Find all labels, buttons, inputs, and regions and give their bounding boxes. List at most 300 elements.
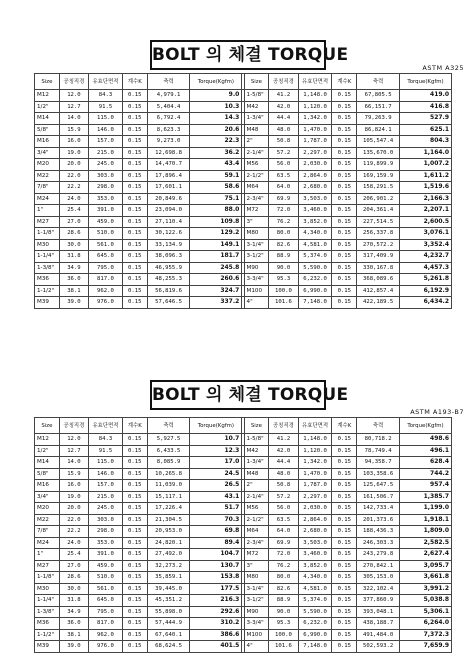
diameter-cell: 101.6: [269, 641, 298, 653]
coefficient-cell: 0.15: [122, 491, 147, 503]
table-row: [35, 170, 452, 182]
torque-cell: 20.6: [190, 124, 242, 136]
torque-cell: 2,207.1: [400, 205, 452, 217]
axial-force-cell: 142,733.4: [357, 503, 400, 515]
size-cell: 1-5/8": [244, 90, 269, 102]
area-cell: 1,120.0: [298, 101, 332, 113]
size-cell: 1-1/4": [35, 251, 60, 263]
size-cell: M48: [244, 124, 269, 136]
area-cell: 2,297.0: [298, 491, 332, 503]
coefficient-cell: 0.15: [332, 641, 357, 653]
area-cell: 6,232.0: [298, 618, 332, 630]
diameter-cell: 22.2: [59, 526, 88, 538]
diameter-cell: 90.0: [269, 262, 298, 274]
diameter-cell: 34.9: [59, 606, 88, 618]
size-cell: M36: [35, 618, 60, 630]
diameter-cell: 48.0: [269, 468, 298, 480]
size-cell: 2-3/4": [244, 193, 269, 205]
coefficient-cell: 0.15: [332, 90, 357, 102]
area-cell: 115.0: [89, 457, 123, 469]
size-cell: 3-1/2": [244, 595, 269, 607]
size-cell: M80: [244, 572, 269, 584]
table-row: [35, 216, 452, 228]
torque-cell: 1,611.2: [400, 170, 452, 182]
area-cell: 561.0: [89, 239, 123, 251]
coefficient-cell: 0.15: [122, 136, 147, 148]
diameter-cell: 100.0: [269, 629, 298, 641]
diameter-cell: 48.0: [269, 124, 298, 136]
axial-force-cell: 56,819.6: [147, 285, 190, 297]
axial-force-cell: 17,896.4: [147, 170, 190, 182]
torque-cell: 109.8: [190, 216, 242, 228]
table-row: [35, 629, 452, 641]
torque-cell: 3,352.4: [400, 239, 452, 251]
torque-cell: 3,991.2: [400, 583, 452, 595]
diameter-cell: 24.0: [59, 193, 88, 205]
size-cell: 3-1/4": [244, 583, 269, 595]
coefficient-cell: 0.15: [122, 228, 147, 240]
diameter-cell: 63.5: [269, 170, 298, 182]
area-cell: 976.0: [89, 297, 123, 309]
coefficient-cell: 0.15: [122, 274, 147, 286]
table-row: [35, 537, 452, 549]
diameter-cell: 38.1: [59, 629, 88, 641]
torque-cell: 1,164.0: [400, 147, 452, 159]
torque-cell: 3,095.7: [400, 560, 452, 572]
size-cell: 2-3/4": [244, 537, 269, 549]
diameter-cell: 30.0: [59, 583, 88, 595]
size-cell: M80: [244, 228, 269, 240]
diameter-cell: 19.0: [59, 147, 88, 159]
size-cell: 1-3/4": [244, 113, 269, 125]
table-row: [35, 503, 452, 515]
axial-force-cell: 17,226.4: [147, 503, 190, 515]
area-cell: 5,374.0: [298, 595, 332, 607]
size-cell: 3-3/4": [244, 618, 269, 630]
diameter-cell: 44.4: [269, 457, 298, 469]
size-cell: M39: [35, 297, 60, 309]
area-cell: 7,148.0: [298, 641, 332, 653]
column-header: 유효단면적: [89, 74, 123, 90]
column-header: 유효단면적: [298, 74, 332, 90]
coefficient-cell: 0.15: [122, 170, 147, 182]
table-row: [35, 285, 452, 297]
size-cell: M14: [35, 457, 60, 469]
area-cell: 146.0: [89, 124, 123, 136]
area-cell: 157.0: [89, 136, 123, 148]
area-cell: 510.0: [89, 572, 123, 584]
size-cell: 1-1/2": [35, 285, 60, 297]
size-cell: 3/4": [35, 147, 60, 159]
coefficient-cell: 0.15: [332, 193, 357, 205]
area-cell: 1,470.0: [298, 124, 332, 136]
area-cell: 645.0: [89, 595, 123, 607]
diameter-cell: 14.0: [59, 113, 88, 125]
coefficient-cell: 0.15: [332, 595, 357, 607]
axial-force-cell: 270,572.2: [357, 239, 400, 251]
area-cell: 459.0: [89, 216, 123, 228]
area-cell: 1,470.0: [298, 468, 332, 480]
table-row: [35, 583, 452, 595]
torque-table: [34, 73, 452, 309]
coefficient-cell: 0.15: [122, 297, 147, 309]
coefficient-cell: 0.15: [332, 182, 357, 194]
column-header: Torque(Kgfm): [190, 74, 242, 90]
torque-cell: 36.2: [190, 147, 242, 159]
torque-cell: 1,385.7: [400, 491, 452, 503]
axial-force-cell: 502,593.2: [357, 641, 400, 653]
table-row: [35, 262, 452, 274]
diameter-cell: 69.9: [269, 193, 298, 205]
size-cell: 1-3/8": [35, 262, 60, 274]
column-header: 축력: [357, 418, 400, 434]
coefficient-cell: 0.15: [122, 549, 147, 561]
torque-cell: 6,192.9: [400, 285, 452, 297]
column-header: 공칭직경: [59, 418, 88, 434]
table-row: [35, 193, 452, 205]
diameter-cell: 34.9: [59, 262, 88, 274]
torque-cell: 26.5: [190, 480, 242, 492]
table-row: [35, 239, 452, 251]
size-cell: 1-5/8": [244, 434, 269, 446]
size-cell: 1": [35, 549, 60, 561]
table-row: [35, 124, 452, 136]
table-row: [35, 101, 452, 113]
coefficient-cell: 0.15: [122, 239, 147, 251]
size-cell: M72: [244, 549, 269, 561]
coefficient-cell: 0.15: [332, 468, 357, 480]
axial-force-cell: 11,039.0: [147, 480, 190, 492]
axial-force-cell: 46,955.9: [147, 262, 190, 274]
area-cell: 7,148.0: [298, 297, 332, 309]
area-cell: 1,120.0: [298, 445, 332, 457]
torque-cell: 416.8: [400, 101, 452, 113]
area-cell: 215.0: [89, 491, 123, 503]
torque-cell: 9.0: [190, 90, 242, 102]
coefficient-cell: 0.15: [122, 537, 147, 549]
coefficient-cell: 0.15: [332, 583, 357, 595]
axial-force-cell: 79,263.9: [357, 113, 400, 125]
diameter-cell: 22.0: [59, 514, 88, 526]
diameter-cell: 12.7: [59, 445, 88, 457]
diameter-cell: 57.2: [269, 147, 298, 159]
size-cell: M12: [35, 90, 60, 102]
torque-cell: 70.3: [190, 514, 242, 526]
area-cell: 91.5: [89, 445, 123, 457]
area-cell: 4,340.0: [298, 572, 332, 584]
torque-cell: 957.4: [400, 480, 452, 492]
torque-cell: 4,457.3: [400, 262, 452, 274]
header-row: [35, 74, 452, 90]
diameter-cell: 82.6: [269, 239, 298, 251]
torque-cell: 89.4: [190, 537, 242, 549]
table-row: [35, 480, 452, 492]
column-header: Size: [35, 418, 60, 434]
size-cell: M100: [244, 285, 269, 297]
coefficient-cell: 0.15: [332, 124, 357, 136]
area-cell: 91.5: [89, 101, 123, 113]
axial-force-cell: 161,506.7: [357, 491, 400, 503]
size-cell: M48: [244, 468, 269, 480]
coefficient-cell: 0.15: [122, 583, 147, 595]
area-cell: 2,864.0: [298, 170, 332, 182]
torque-cell: 2,166.3: [400, 193, 452, 205]
diameter-cell: 20.0: [59, 503, 88, 515]
coefficient-cell: 0.15: [332, 159, 357, 171]
axial-force-cell: 188,436.3: [357, 526, 400, 538]
diameter-cell: 50.8: [269, 480, 298, 492]
column-header: 공칭직경: [59, 74, 88, 90]
torque-cell: 59.1: [190, 170, 242, 182]
torque-cell: 216.3: [190, 595, 242, 607]
axial-force-cell: 14,470.7: [147, 159, 190, 171]
coefficient-cell: 0.15: [332, 285, 357, 297]
torque-cell: 804.3: [400, 136, 452, 148]
diameter-cell: 88.9: [269, 251, 298, 263]
area-cell: 6,990.0: [298, 629, 332, 641]
torque-cell: 7,372.3: [400, 629, 452, 641]
coefficient-cell: 0.15: [332, 228, 357, 240]
table-row: [35, 572, 452, 584]
diameter-cell: 15.9: [59, 124, 88, 136]
axial-force-cell: 393,048.1: [357, 606, 400, 618]
table-row: [35, 434, 452, 446]
torque-cell: 5,261.8: [400, 274, 452, 286]
table-row: [35, 549, 452, 561]
axial-force-cell: 32,273.2: [147, 560, 190, 572]
axial-force-cell: 330,167.8: [357, 262, 400, 274]
area-cell: 795.0: [89, 262, 123, 274]
torque-cell: 245.8: [190, 262, 242, 274]
axial-force-cell: 20,849.6: [147, 193, 190, 205]
axial-force-cell: 48,255.3: [147, 274, 190, 286]
torque-cell: 17.0: [190, 457, 242, 469]
size-cell: 1-3/8": [35, 606, 60, 618]
diameter-cell: 30.0: [59, 239, 88, 251]
torque-cell: 75.1: [190, 193, 242, 205]
coefficient-cell: 0.15: [122, 251, 147, 263]
axial-force-cell: 169,159.9: [357, 170, 400, 182]
torque-cell: 10.7: [190, 434, 242, 446]
torque-cell: 310.2: [190, 618, 242, 630]
coefficient-cell: 0.15: [332, 549, 357, 561]
axial-force-cell: 6,792.4: [147, 113, 190, 125]
torque-cell: 292.6: [190, 606, 242, 618]
diameter-cell: 101.6: [269, 297, 298, 309]
size-cell: M16: [35, 480, 60, 492]
column-header: 유효단면적: [298, 418, 332, 434]
table-row: [35, 159, 452, 171]
size-cell: M64: [244, 182, 269, 194]
torque-cell: 5,306.1: [400, 606, 452, 618]
diameter-cell: 22.0: [59, 170, 88, 182]
torque-table: [34, 417, 452, 653]
coefficient-cell: 0.15: [332, 629, 357, 641]
torque-cell: 2,627.4: [400, 549, 452, 561]
size-cell: M30: [35, 239, 60, 251]
axial-force-cell: 86,824.1: [357, 124, 400, 136]
area-cell: 303.0: [89, 514, 123, 526]
torque-cell: 401.5: [190, 641, 242, 653]
diameter-cell: 15.9: [59, 468, 88, 480]
standard-label: ASTM A193-B7: [410, 408, 464, 416]
table-row: [35, 514, 452, 526]
column-header: 공칭직경: [269, 74, 298, 90]
column-header: 공칭직경: [269, 418, 298, 434]
size-cell: 1-1/8": [35, 228, 60, 240]
coefficient-cell: 0.15: [332, 445, 357, 457]
coefficient-cell: 0.15: [122, 90, 147, 102]
diameter-cell: 12.0: [59, 434, 88, 446]
area-cell: 157.0: [89, 480, 123, 492]
column-header: 축력: [147, 418, 190, 434]
table-row: [35, 491, 452, 503]
section-title: BOLT 의 체결 TORQUE: [150, 40, 326, 70]
section-title: BOLT 의 체결 TORQUE: [150, 380, 326, 410]
torque-cell: 324.7: [190, 285, 242, 297]
diameter-cell: 27.0: [59, 216, 88, 228]
axial-force-cell: 8,623.3: [147, 124, 190, 136]
torque-cell: 69.8: [190, 526, 242, 538]
size-cell: M42: [244, 445, 269, 457]
size-cell: 2-1/4": [244, 491, 269, 503]
size-cell: M90: [244, 606, 269, 618]
area-cell: 2,030.0: [298, 159, 332, 171]
coefficient-cell: 0.15: [122, 468, 147, 480]
axial-force-cell: 9,273.0: [147, 136, 190, 148]
torque-cell: 496.1: [400, 445, 452, 457]
table-row: [35, 136, 452, 148]
diameter-cell: 31.8: [59, 595, 88, 607]
diameter-cell: 38.1: [59, 285, 88, 297]
table-row: [35, 595, 452, 607]
diameter-cell: 28.6: [59, 572, 88, 584]
table-row: [35, 147, 452, 159]
coefficient-cell: 0.15: [122, 445, 147, 457]
coefficient-cell: 0.15: [122, 101, 147, 113]
coefficient-cell: 0.15: [122, 216, 147, 228]
column-header: 축력: [147, 74, 190, 90]
torque-cell: 2,600.5: [400, 216, 452, 228]
table-row: [35, 228, 452, 240]
column-header: 유효단면적: [89, 418, 123, 434]
column-header: Size: [35, 74, 60, 90]
column-header: 계수K: [332, 418, 357, 434]
size-cell: M64: [244, 526, 269, 538]
size-cell: 4": [244, 297, 269, 309]
coefficient-cell: 0.15: [332, 572, 357, 584]
axial-force-cell: 6,433.5: [147, 445, 190, 457]
diameter-cell: 36.0: [59, 274, 88, 286]
area-cell: 3,460.0: [298, 205, 332, 217]
coefficient-cell: 0.15: [122, 526, 147, 538]
size-cell: 1-1/8": [35, 572, 60, 584]
size-cell: 4": [244, 641, 269, 653]
coefficient-cell: 0.15: [332, 147, 357, 159]
coefficient-cell: 0.15: [122, 560, 147, 572]
coefficient-cell: 0.15: [122, 572, 147, 584]
axial-force-cell: 206,901.2: [357, 193, 400, 205]
torque-cell: 3,661.8: [400, 572, 452, 584]
diameter-cell: 12.0: [59, 90, 88, 102]
size-cell: 2": [244, 480, 269, 492]
diameter-cell: 24.0: [59, 537, 88, 549]
table-row: [35, 526, 452, 538]
coefficient-cell: 0.15: [122, 514, 147, 526]
size-cell: M22: [35, 514, 60, 526]
area-cell: 5,374.0: [298, 251, 332, 263]
axial-force-cell: 27,492.0: [147, 549, 190, 561]
table-row: [35, 606, 452, 618]
axial-force-cell: 57,646.5: [147, 297, 190, 309]
area-cell: 561.0: [89, 583, 123, 595]
axial-force-cell: 67,640.1: [147, 629, 190, 641]
axial-force-cell: 135,670.0: [357, 147, 400, 159]
size-cell: 3": [244, 560, 269, 572]
area-cell: 1,787.0: [298, 480, 332, 492]
size-cell: 3-1/2": [244, 251, 269, 263]
torque-cell: 130.7: [190, 560, 242, 572]
torque-cell: 6,434.2: [400, 297, 452, 309]
axial-force-cell: 201,373.6: [357, 514, 400, 526]
torque-cell: 129.2: [190, 228, 242, 240]
size-cell: 7/8": [35, 182, 60, 194]
axial-force-cell: 368,089.6: [357, 274, 400, 286]
torque-cell: 3,076.1: [400, 228, 452, 240]
size-cell: M72: [244, 205, 269, 217]
diameter-cell: 25.4: [59, 549, 88, 561]
torque-cell: 12.3: [190, 445, 242, 457]
area-cell: 2,680.0: [298, 526, 332, 538]
axial-force-cell: 20,953.0: [147, 526, 190, 538]
area-cell: 3,852.0: [298, 216, 332, 228]
size-cell: M42: [244, 101, 269, 113]
area-cell: 645.0: [89, 251, 123, 263]
torque-cell: 337.2: [190, 297, 242, 309]
torque-cell: 1,007.2: [400, 159, 452, 171]
diameter-cell: 80.0: [269, 572, 298, 584]
torque-cell: 153.8: [190, 572, 242, 584]
diameter-cell: 64.0: [269, 182, 298, 194]
diameter-cell: 69.9: [269, 537, 298, 549]
size-cell: M12: [35, 434, 60, 446]
torque-cell: 744.2: [400, 468, 452, 480]
area-cell: 6,232.0: [298, 274, 332, 286]
table-row: [35, 182, 452, 194]
column-header: Size: [244, 74, 269, 90]
area-cell: 298.0: [89, 526, 123, 538]
size-cell: M39: [35, 641, 60, 653]
area-cell: 353.0: [89, 193, 123, 205]
size-cell: M24: [35, 193, 60, 205]
diameter-cell: 41.2: [269, 90, 298, 102]
column-header: 계수K: [122, 418, 147, 434]
table-row: [35, 468, 452, 480]
table-row: [35, 560, 452, 572]
area-cell: 4,581.0: [298, 583, 332, 595]
area-cell: 510.0: [89, 228, 123, 240]
axial-force-cell: 119,899.9: [357, 159, 400, 171]
table-row: [35, 205, 452, 217]
size-cell: M30: [35, 583, 60, 595]
axial-force-cell: 246,303.3: [357, 537, 400, 549]
coefficient-cell: 0.15: [332, 216, 357, 228]
area-cell: 353.0: [89, 537, 123, 549]
torque-cell: 43.4: [190, 159, 242, 171]
size-cell: 2": [244, 136, 269, 148]
area-cell: 2,864.0: [298, 514, 332, 526]
axial-force-cell: 491,484.0: [357, 629, 400, 641]
